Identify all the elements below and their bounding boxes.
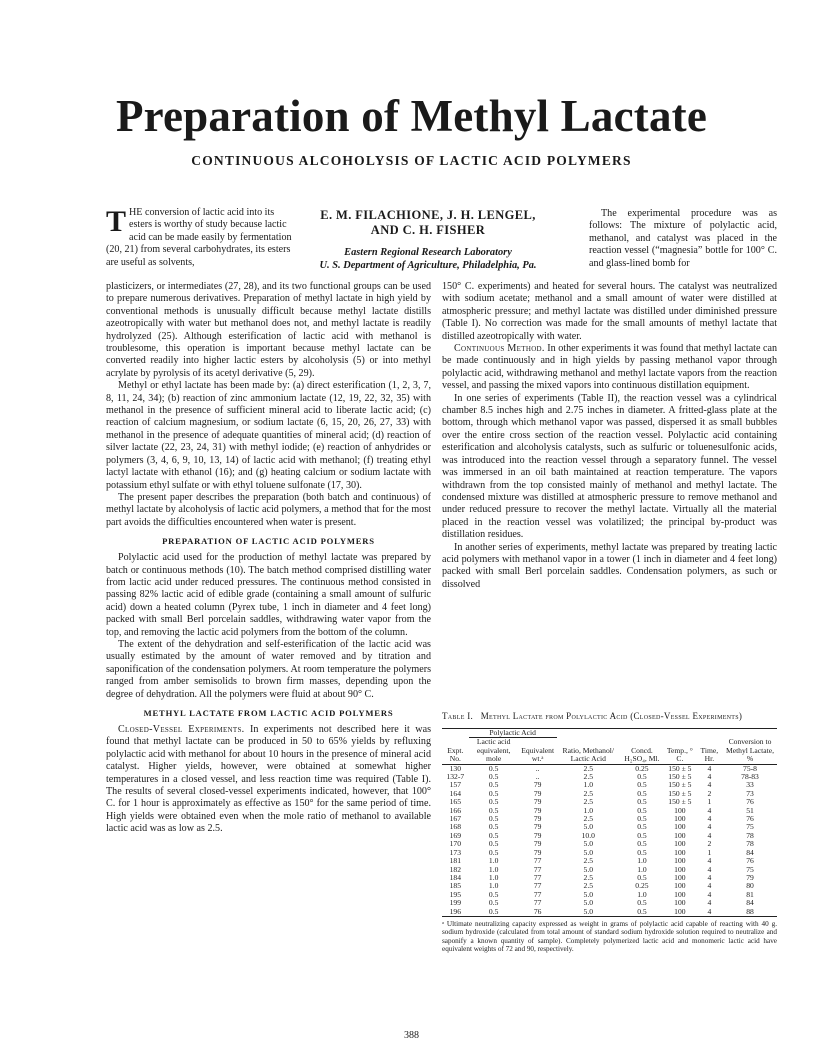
table-cell: 181	[449, 856, 462, 866]
table-cell: 79	[533, 830, 542, 840]
table-cell: 0.5	[488, 814, 499, 824]
table-cell: 1	[707, 797, 712, 807]
table-cell: 100	[674, 864, 686, 874]
table-cell: 1.0	[637, 856, 647, 866]
table-cell: 4	[707, 830, 712, 840]
table-cell: 4	[707, 898, 712, 908]
table-cell: 132-7	[446, 772, 465, 782]
table-cell: 2.5	[583, 797, 594, 807]
table-cell: 2.5	[583, 772, 594, 782]
intro-paragraph-part1: HE conversion of lactic acid into its esters is worthy of study because lactic acid can be made easily by fermentation (20, 21) from several carbohydrates, its esters are useful as solvents,	[106, 207, 292, 268]
table-cell: 76	[519, 908, 557, 917]
table-cell: 4	[707, 822, 712, 832]
table-cell: 170	[449, 839, 462, 849]
table-cell: 1.0	[583, 805, 594, 815]
table-cell: 169	[449, 830, 462, 840]
author-names-line2: AND C. H. FISHER	[370, 223, 486, 237]
closed-vessel-text: In experiments not described here it was found that methyl lactate can be produced in 50 to 65% yields by refluxing polylactic acid with methanol for about 10 hours in the presence of mineral acid catalyst. Higher yields, however, were obtained at somewhat higher temperatures in a closed vessel, and less reaction time was required (Table I). The results of several closed-vessel experiments indicated, however, that 100° C. for 1 hour is approximately as effective as 150° for the same period of time. High yields were obtained even when the mole ratio of methanol to available lactic acid was as low as 2.5.	[106, 724, 431, 835]
article-subtitle: CONTINUOUS ALCOHOLYSIS OF LACTIC ACID POLYMERS	[191, 153, 632, 168]
table-cell: 0.5	[620, 908, 664, 917]
table-cell: 173	[449, 847, 462, 857]
paragraph-present-paper: The present paper describes the preparation (both batch and continuous) of methyl lactate by alcoholysis of lactic acid polymers, a method that for the most part avoids the difficulties encountered when water is present.	[106, 491, 431, 528]
table-cell: 100	[674, 814, 686, 824]
paragraph-methods-history: Methyl or ethyl lactate has been made by: (a) direct esterification (1, 2, 3, 7, 8, 11, 24, 34); (b) reaction of zinc ammonium lactate (12, 19, 22, 32, 35) with methanol in the presence of sufficient mineral acid to liberate lactic acid; (c) reaction of calcium magnesium, or sodium lactate (6, 15, 20, 26, 27, 33) with methanol in the presence of adequate quantities of mineral acid; (d) reaction of silver lactate (22, 23, 24, 31) with methyl iodide; (e) reaction of anhydrides or polymers (3, 4, 6, 9, 10, 13, 14) of lactic acid with methanol; (f) treating ethyl lactyl lactate with ethanol (16); and (g) heating calcium or sodium lactate with potassium ethyl sulfate or with ethyl toluene sulfonate (17, 30).	[106, 380, 431, 491]
col-group-header: Polylactic Acid	[469, 729, 557, 738]
affiliation-dept: U. S. Department of Agriculture, Philadelphia, Pa.	[319, 260, 537, 271]
table-cell: 4	[696, 908, 723, 917]
table-body	[442, 764, 777, 916]
table-cell: 77	[533, 864, 542, 874]
col-header-conversion: Conversion to Methyl Lactate, %	[723, 729, 777, 765]
table-cell: 2.5	[583, 788, 594, 798]
intro-block	[106, 207, 292, 269]
table-cell: 4	[707, 763, 712, 773]
right-intro-block	[589, 208, 777, 270]
paragraph-dehydration: The extent of the dehydration and self-esterification of the lactic acid was usually estimated by the amount of water removed and by titration and saponification of the condensation polymers. At room temperature the polymers ranged from amber semisolids to brown firm masses, depending upon the degree of dehydration. All the polymers were fluid at about 90° C.	[106, 638, 431, 700]
table-cell: 2.5	[583, 814, 594, 824]
table-cell: 0.5	[488, 822, 499, 832]
table-cell: 157	[449, 780, 462, 790]
table-cell: 5.0	[583, 898, 594, 908]
table-cell: 2.5	[583, 763, 594, 773]
table-cell: 4	[707, 805, 712, 815]
table-cell: 84	[746, 847, 754, 857]
table-cell: 100	[674, 881, 686, 891]
table-caption-number: Table I.	[442, 711, 474, 721]
table-cell: 77	[533, 872, 542, 882]
table-cell: 75	[746, 822, 754, 832]
table-cell: 0.5	[637, 839, 647, 849]
table-cell: 0.5	[637, 805, 647, 815]
table-cell: 196	[442, 908, 469, 917]
authors-block	[296, 208, 560, 272]
table-cell: 166	[449, 805, 462, 815]
col-header-equiv-wt: Equivalent wt.ᵃ	[519, 738, 557, 764]
table-cell: 100	[674, 822, 686, 832]
table-cell: 182	[449, 864, 462, 874]
table-cell: 4	[707, 872, 712, 882]
section-heading-methyl-lactate: METHYL LACTATE FROM LACTIC ACID POLYMERS	[143, 708, 394, 718]
table-cell: 2.5	[583, 872, 594, 882]
table-cell: 0.25	[635, 881, 649, 891]
table-cell: 0.5	[637, 872, 647, 882]
table-cell: 0.5	[488, 889, 499, 899]
table-cell: 78	[746, 830, 754, 840]
col-header-lactic-equiv: Lactic acid equivalent, mole	[469, 738, 519, 764]
col-header-temp: Temp., ° C.	[664, 729, 696, 765]
table-cell: 100	[674, 872, 686, 882]
table-cell: 75	[746, 864, 754, 874]
table-cell: 51	[746, 805, 754, 815]
table-cell: 185	[449, 881, 462, 891]
table-cell: 0.5	[488, 898, 499, 908]
table-cell: 79	[533, 839, 542, 849]
table-cell: ..	[535, 763, 540, 773]
right-top-paragraph: The experimental procedure was as follows: The mixture of polylactic acid, methanol, and catalyst was placed in the reaction vessel (“magnesia” bottle for 100° C. and glass-lined bomb for	[589, 208, 777, 269]
table-cell: 79	[533, 797, 542, 807]
table-cell: 1.0	[488, 864, 499, 874]
table-cell: 79	[533, 847, 542, 857]
author-names-line1: E. M. FILACHIONE, J. H. LENGEL,	[320, 208, 536, 222]
table-caption	[442, 711, 777, 722]
table-cell: 0.5	[637, 898, 647, 908]
table-cell: 4	[707, 864, 712, 874]
table-cell: 0.5	[488, 780, 499, 790]
table-cell: 0.5	[488, 788, 499, 798]
table-cell: 0.5	[637, 788, 647, 798]
continuous-method-lead: Continuous Method.	[454, 343, 545, 355]
table-cell: 78-83	[741, 772, 759, 782]
table-cell: 0.5	[488, 805, 499, 815]
col-header-ratio: Ratio, Methanol/ Lactic Acid	[557, 729, 620, 765]
table-cell: 33	[746, 780, 754, 790]
table-cell: 5.0	[557, 908, 620, 917]
table-cell: 0.5	[637, 772, 647, 782]
table-cell: 100	[674, 856, 686, 866]
table-cell: 2.5	[583, 881, 594, 891]
table-cell: 0.5	[488, 847, 499, 857]
table-cell: 1.0	[637, 864, 647, 874]
table-cell: 100	[674, 839, 686, 849]
data-table	[442, 728, 777, 917]
table-cell: 165	[449, 797, 462, 807]
table-cell: 168	[449, 822, 462, 832]
col-header-acid: Concd. H₂SO₄, Ml.	[620, 729, 664, 765]
table-cell: 100	[674, 830, 686, 840]
article-title: Preparation of Methyl Lactate	[115, 91, 708, 141]
section-heading-polymers: PREPARATION OF LACTIC ACID POLYMERS	[162, 536, 375, 547]
table-cell: 0.5	[637, 830, 647, 840]
table-cell: 100	[674, 805, 686, 815]
table-cell: 4	[707, 856, 712, 866]
table-cell: 88	[723, 908, 777, 917]
table-cell: 79	[533, 780, 542, 790]
table-cell: 80	[746, 881, 754, 891]
table-cell: 2.5	[583, 856, 594, 866]
table-cell: 1	[707, 847, 712, 857]
paragraph-polylactic-prep: Polylactic acid used for the production of methyl lactate was prepared by batch or continuous methods (10). The batch method comprised distilling water from lactic acid under reduced pressures. The continuous method consisted in passing 82% lactic acid of edible grade (containing a small amount of sulfuric acid) down a heated column (Pyrex tube, 1 inch in diameter and 4 feet long) packed with small Berl porcelain saddles, withdrawing water vapor from the top, and removing the lactic acid polymers from the bottom of the column.	[106, 552, 431, 638]
table-cell: 78	[746, 839, 754, 849]
table-cell: 75-8	[743, 763, 757, 773]
table-footnote: ᵃ Ultimate neutralizing capacity expressed as weight in grams of polylactic acid capable of reacting with 40 g. sodium hydroxide (calculated from total amount of standard sodium hydroxide solution required to neutralize and saponify a known quantity of sample). Completely polymerized lactic acid and monomeric lactic acid have equivalent weights of 72 and 90, respectively.	[442, 919, 777, 954]
table-cell: 2	[707, 788, 712, 798]
table-cell: 100	[674, 847, 686, 857]
table-cell: 184	[449, 872, 462, 882]
table-cell: 5.0	[583, 822, 594, 832]
continuous-method-text: In other experiments it was found that methyl lactate can be made continuously and in high yields by passing methanol vapor through polylactic acid, withdrawing methanol and methyl lactate vapors from the reaction vessel, and passing the mixed vapors into continuous distillation equipment.	[442, 343, 778, 392]
table-cell: 150 ± 5	[668, 788, 692, 798]
table-cell: 79	[746, 872, 754, 882]
table-cell: 1.0	[488, 856, 499, 866]
table-cell: 77	[533, 856, 542, 866]
table-cell: 77	[533, 889, 542, 899]
paragraph-procedure-cont: 150° C. experiments) and heated for several hours. The catalyst was neutralized with sodium acetate; methanol and a small amount of water were distilled at atmospheric pressure; and methyl lactate was distilled under diminished pressure (Table I). No correction was made for the small amounts of methyl lactate that distilled azeotropically with water.	[442, 281, 777, 342]
table-cell: 79	[533, 814, 542, 824]
table-cell: 0.5	[488, 797, 499, 807]
table-cell: 100	[674, 889, 686, 899]
col-header-expt: Expt. No.	[442, 729, 469, 765]
table-cell: ..	[535, 772, 540, 782]
table-cell: 100	[664, 908, 696, 917]
table-cell: 0.5	[637, 780, 647, 790]
table-cell: 76	[746, 814, 754, 824]
table-cell: 5.0	[583, 889, 594, 899]
closed-vessel-lead: Closed-Vessel Experiments.	[118, 724, 245, 735]
table-1-block	[442, 711, 777, 954]
table-cell: 0.5	[488, 763, 499, 773]
table-cell: 5.0	[583, 839, 594, 849]
table-cell: 76	[746, 797, 754, 807]
table-cell: 4	[707, 881, 712, 891]
intro-paragraph-part2: plasticizers, or intermediates (27, 28), and its two functional groups can be used to prepare numerous derivatives. Preparation of methyl lactate in high yield by conventional methods is unusually difficult because methyl lactate distills azeotropically with water but methanol does not, and methyl lactate is readily hydrolyzed (25). Although esterification of lactic acid with methanol is troublesome, this operation is important because methyl lactate can be converted readily into higher lactic esters by alcoholysis (5) or into methyl acrylate by pyrolysis of its acetyl derivative (5, 29).	[106, 281, 431, 379]
table-cell: 1.0	[488, 881, 499, 891]
table-cell: 84	[746, 898, 754, 908]
affiliation-lab: Eastern Regional Research Laboratory	[344, 247, 512, 258]
table-cell: 1.0	[488, 872, 499, 882]
table-cell: 0.5	[488, 839, 499, 849]
table-cell: 0.25	[635, 763, 649, 773]
drop-cap: T	[106, 205, 127, 238]
table-cell: 77	[533, 881, 542, 891]
table-cell: 0.5	[637, 847, 647, 857]
paragraph-closed-vessel	[106, 724, 431, 836]
table-cell: 79	[533, 805, 542, 815]
paragraph-series-one: In one series of experiments (Table II), the reaction vessel was a cylindrical chamber 8.5 inches high and 2.75 inches in diameter. A fritted-glass plate at the bottom, through which methanol vapor was passed, dispersed it as small bubbles over the entire cross section of the reaction vessel. Polylactic acid containing esterification and alcoholysis catalysts, such as sulfuric or toluenesulfonic acids, was introduced into the reaction vessel through a separatory funnel. The vessel was immersed in an oil bath maintained at reaction temperature. The vapors withdrawn from the top consisted mainly of methanol and methyl lactate. The condensed mixture was distilled at atmospheric pressure to remove methanol and under reduced pressure to recover the methyl lactate. Virtually all the material placed in the reaction vessel was volatilized; the principal by-product was distillation residues.	[442, 392, 777, 541]
table-cell: 0.5	[488, 830, 499, 840]
table-cell: 79	[533, 822, 542, 832]
table-cell: 4	[707, 814, 712, 824]
table-cell: 76	[746, 856, 754, 866]
page-number: 388	[404, 1030, 419, 1041]
table-cell: 79	[533, 788, 542, 798]
table-cell: 0.5	[637, 797, 647, 807]
table-cell: 4	[707, 780, 712, 790]
table-cell: 150 ± 5	[668, 780, 692, 790]
table-cell: 195	[449, 889, 462, 899]
table-cell: 73	[746, 788, 754, 798]
table-cell: 167	[449, 814, 462, 824]
paragraph-continuous-method	[442, 343, 777, 393]
table-cell: 4	[707, 889, 712, 899]
col-header-time: Time, Hr.	[696, 729, 723, 765]
paragraph-series-two: In another series of experiments, methyl lactate was prepared by treating lactic acid polymers with methanol vapor in a tower (1 inch in diameter and 4 feet long) packed with small Berl porcelain saddles. Condensation polymers, as such or dissolved	[442, 541, 777, 590]
left-column	[106, 281, 431, 836]
table-cell: 77	[533, 898, 542, 908]
table-cell: 5.0	[583, 864, 594, 874]
table-caption-text: Methyl Lactate from Polylactic Acid (Closed-Vessel Experiments)	[480, 711, 743, 721]
table-cell: 0.5	[637, 814, 647, 824]
table-cell: 164	[449, 788, 462, 798]
table-cell: 2	[707, 839, 712, 849]
table-cell: 81	[746, 889, 754, 899]
table-cell: 199	[449, 898, 462, 908]
table-cell: 0.5	[637, 822, 647, 832]
table-row	[442, 908, 777, 917]
table-cell: 0.5	[488, 772, 499, 782]
table-cell: 0.5	[469, 908, 519, 917]
table-cell: 150 ± 5	[668, 772, 692, 782]
table-cell: 1.0	[637, 889, 647, 899]
table-cell: 10.0	[581, 830, 595, 840]
table-cell: 150 ± 5	[668, 797, 692, 807]
table-cell: 1.0	[583, 780, 594, 790]
table-cell: 100	[674, 898, 686, 908]
table-cell: 130	[449, 763, 462, 773]
table-cell: 4	[707, 772, 712, 782]
table-cell: 150 ± 5	[668, 763, 692, 773]
right-column	[442, 281, 777, 591]
table-cell: 5.0	[583, 847, 594, 857]
